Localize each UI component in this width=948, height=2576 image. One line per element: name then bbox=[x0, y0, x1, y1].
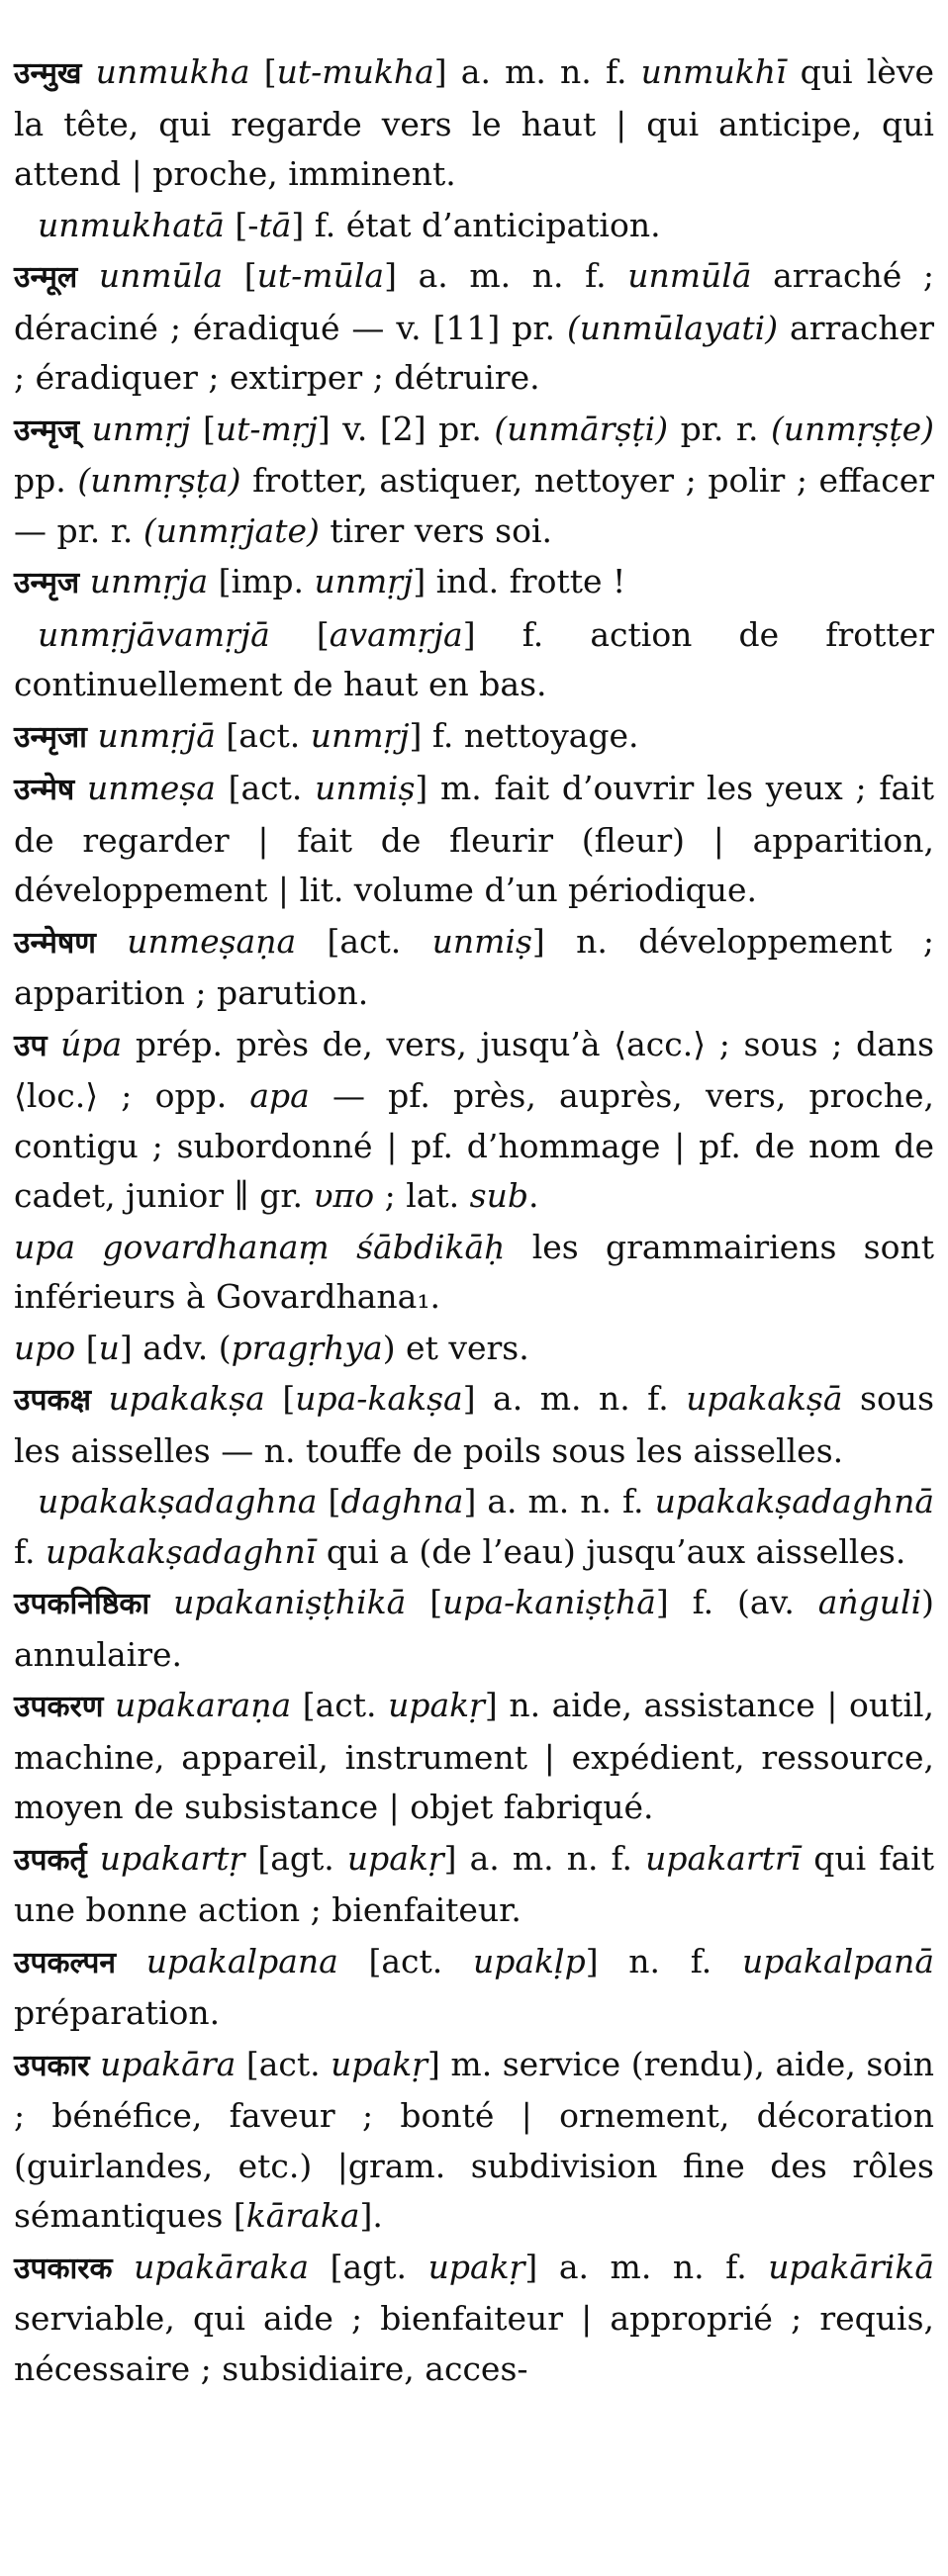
definition-text: ] a. m. n. f. bbox=[433, 52, 641, 91]
definition-text: ] ind. frotte ! bbox=[413, 562, 626, 600]
definition-text: ]. bbox=[359, 2196, 383, 2235]
definition-text: sous les aisselles — n. touffe de poils sous les aisselles. bbox=[14, 1379, 934, 1470]
definition-text: ] v. [2] pr. bbox=[317, 409, 495, 448]
transliteration: upo bbox=[14, 1328, 76, 1367]
definition-text: [ bbox=[317, 1482, 341, 1520]
definition-text: pr. r. bbox=[668, 409, 771, 448]
transliteration: unmeṣaṇa bbox=[127, 921, 297, 961]
transliteration: avamṛja bbox=[329, 614, 463, 654]
definition-text: ) annulaire. bbox=[14, 1583, 934, 1674]
dictionary-entry bbox=[14, 1374, 934, 1476]
definition-text: [ bbox=[75, 1328, 99, 1367]
definition-text bbox=[87, 716, 98, 755]
definition-text bbox=[87, 1839, 100, 1878]
transliteration: (unmṛṣṭa) bbox=[77, 461, 241, 500]
transliteration: upakakṣadaghnā bbox=[654, 1482, 934, 1520]
headword-devanagari: उन्मृज bbox=[14, 566, 80, 600]
transliteration: upakḷp bbox=[473, 1941, 586, 1980]
sub-entry bbox=[14, 201, 934, 251]
definition-text: ] f. nettoyage. bbox=[409, 715, 639, 755]
transliteration: upakalpanā bbox=[741, 1941, 934, 1980]
definition-text bbox=[79, 410, 91, 448]
transliteration: tā bbox=[258, 205, 292, 244]
dictionary-entry bbox=[14, 2243, 934, 2395]
transliteration: upakartṛ bbox=[99, 1838, 245, 1878]
definition-text: serviable, qui aide ; bienfaiteur | approprié ; requis, nécessaire ; subsidiaire, acces- bbox=[14, 2299, 934, 2388]
dictionary-entry bbox=[14, 557, 934, 609]
headword-devanagari: उपकारक bbox=[14, 2251, 113, 2286]
definition-text: ] adv. ( bbox=[119, 1328, 232, 1367]
definition-text bbox=[79, 562, 90, 600]
headword-devanagari: उन्मृजा bbox=[14, 719, 87, 755]
definition-text bbox=[149, 1583, 173, 1621]
transliteration: unmṛjā bbox=[97, 715, 216, 755]
definition-text: ] f. état d’anticipation. bbox=[291, 205, 661, 244]
transliteration: upa-kakṣa bbox=[295, 1379, 463, 1418]
transliteration: unmeṣa bbox=[86, 769, 216, 807]
definition-text: ] m. fait d’ouvrir les yeux ; fait de regarder | fait de fleurir (fleur) | apparition, développement | lit. volume d’un périodique. bbox=[14, 769, 934, 909]
definition-text: préparation. bbox=[14, 1993, 221, 2032]
definition-text: ; lat. bbox=[374, 1176, 470, 1215]
definition-text: qui a (de l’eau) jusqu’aux aisselles. bbox=[316, 1531, 906, 1571]
transliteration: upakakṣa bbox=[108, 1379, 265, 1418]
transliteration: upakṛ bbox=[331, 2044, 427, 2083]
definition-text: [act. bbox=[291, 1686, 389, 1724]
definition-text bbox=[77, 256, 99, 295]
definition-text: ] a. m. n. f. bbox=[384, 256, 628, 295]
definition-text bbox=[90, 2045, 101, 2083]
transliteration: aṅguli bbox=[817, 1583, 922, 1621]
definition-text: [ bbox=[269, 614, 330, 654]
definition-text: ] a. m. n. f. bbox=[524, 2247, 769, 2286]
headword-devanagari: उपकक्ष bbox=[14, 1383, 92, 1418]
transliteration: ut-mūla bbox=[256, 256, 385, 295]
headword-devanagari: उप bbox=[14, 1028, 47, 1063]
definition-text: ] m. service (rendu), aide, soin ; bénéfice, faveur ; bonté | ornement, décoration (guirlandes, etc.) |gram. subdivision fine des rôles sémantiques [ bbox=[14, 2044, 934, 2235]
transliteration: ut-mṛj bbox=[215, 409, 318, 448]
definition-text: [act. bbox=[215, 769, 316, 807]
transliteration: unmiṣ bbox=[431, 921, 532, 961]
dictionary-entry bbox=[14, 764, 934, 916]
definition-text: ] f. action de frotter continuellement de haut en bas. bbox=[14, 614, 934, 703]
transliteration: upakṛ bbox=[427, 2247, 525, 2286]
definition-text: arracher ; éradiquer ; extirper ; détruire. bbox=[14, 308, 934, 397]
transliteration: (unmūlayati) bbox=[566, 308, 779, 347]
dictionary-entry bbox=[14, 251, 934, 404]
transliteration: (unmṛjate) bbox=[142, 510, 320, 550]
definition-text: ] a. m. n. f. bbox=[443, 1838, 646, 1878]
transliteration: upakṛ bbox=[388, 1686, 485, 1724]
definition-text: [imp. bbox=[208, 562, 315, 600]
transliteration: unmṛj bbox=[310, 715, 410, 755]
transliteration: ut-mukha bbox=[276, 52, 434, 91]
transliteration: unmukhatā bbox=[38, 205, 225, 244]
dictionary-entry bbox=[14, 1834, 934, 1936]
transliteration: sub bbox=[469, 1176, 528, 1215]
definition-text bbox=[74, 769, 87, 807]
definition-text bbox=[81, 52, 95, 91]
definition-text: f. bbox=[14, 1531, 47, 1571]
transliteration: upakaraṇa bbox=[115, 1686, 292, 1724]
definition-text: [agt. bbox=[244, 1838, 347, 1878]
headword-devanagari: उपकर्तृ bbox=[14, 1842, 87, 1878]
transliteration: unmṛj bbox=[91, 409, 191, 448]
definition-text: frotter, astiquer, nettoyer ; polir ; effacer — pr. r. bbox=[14, 461, 934, 550]
headword-devanagari: उन्मेषण bbox=[14, 925, 96, 961]
definition-text: [act. bbox=[296, 921, 432, 961]
definition-text: ] a. m. n. f. bbox=[462, 1379, 687, 1418]
headword-devanagari: उन्मृज् bbox=[14, 413, 80, 448]
transliteration: upakāraka bbox=[134, 2247, 310, 2286]
definition-text: . bbox=[528, 1176, 539, 1215]
headword-devanagari: उन्मेष bbox=[14, 773, 75, 807]
definition-text: [ bbox=[223, 256, 257, 295]
definition-text bbox=[91, 1379, 108, 1418]
dictionary-entry bbox=[14, 405, 934, 557]
transliteration: unmiṣ bbox=[315, 769, 416, 807]
transliteration: upakakṣadaghna bbox=[38, 1482, 318, 1520]
dictionary-entry bbox=[14, 1223, 934, 1323]
transliteration: unmṛj bbox=[314, 562, 414, 600]
definition-text: [act. bbox=[236, 2044, 332, 2083]
dictionary-entry bbox=[14, 2040, 934, 2242]
definition-text: tirer vers soi. bbox=[319, 510, 552, 550]
definition-text: ] f. (av. bbox=[655, 1583, 818, 1621]
transliteration: pragṛhya bbox=[231, 1328, 383, 1367]
headword-devanagari: उपकरण bbox=[14, 1690, 104, 1724]
definition-text: arraché ; déraciné ; éradiqué — v. [11] pr. bbox=[14, 256, 934, 347]
transliteration: apa bbox=[249, 1076, 310, 1115]
transliteration: u bbox=[98, 1328, 120, 1367]
transliteration: (unmṛṣṭe) bbox=[770, 409, 934, 448]
definition-text: [ bbox=[406, 1583, 443, 1621]
definition-text: [ bbox=[249, 52, 277, 91]
definition-text: [- bbox=[224, 205, 259, 244]
transliteration: unmṛjāvamṛjā bbox=[38, 614, 270, 654]
definition-text: qui fait une bonne action ; bienfaiteur. bbox=[14, 1838, 934, 1929]
definition-text: [agt. bbox=[309, 2247, 428, 2286]
headword-devanagari: उपकार bbox=[14, 2048, 90, 2083]
definition-text: les grammairiens sont inférieurs à Govardhana₁. bbox=[14, 1227, 934, 1316]
transliteration: upa-kaniṣṭhā bbox=[442, 1583, 656, 1621]
sub-entry bbox=[14, 610, 934, 710]
transliteration: upakalpana bbox=[145, 1941, 338, 1980]
dictionary-entry bbox=[14, 47, 934, 200]
transliteration: upakakṣā bbox=[686, 1379, 843, 1418]
definition-text bbox=[47, 1025, 60, 1063]
dictionary-entry bbox=[14, 1937, 934, 2039]
definition-text: ) et vers. bbox=[382, 1328, 529, 1367]
definition-text: — pf. près, auprès, vers, proche, contigu ; subordonné | pf. d’hommage | pf. de nom de cadet, junior ∥ gr. bbox=[14, 1076, 934, 1215]
headword-devanagari: उपकल्पन bbox=[14, 1945, 117, 1980]
transliteration: unmūlā bbox=[627, 256, 752, 295]
transliteration: unmṛja bbox=[89, 562, 209, 600]
transliteration: unmukhī bbox=[640, 52, 787, 91]
transliteration: upakakṣadaghnī bbox=[46, 1531, 317, 1571]
transliteration: upakāra bbox=[100, 2044, 237, 2083]
transliteration: daghna bbox=[340, 1482, 464, 1520]
transliteration: upakṛ bbox=[346, 1838, 444, 1878]
definition-text: ] n. aide, assistance | outil, machine, appareil, instrument | expédient, ressource, moyen de subsistance | objet fabriqué. bbox=[14, 1686, 934, 1826]
transliteration: upakaniṣṭhikā bbox=[173, 1583, 407, 1621]
definition-text: [ bbox=[190, 409, 216, 448]
definition-text: [ bbox=[264, 1379, 296, 1418]
definition-text: [act. bbox=[337, 1941, 473, 1980]
transliteration: unmukha bbox=[95, 52, 250, 91]
dictionary-entry bbox=[14, 1324, 934, 1374]
transliteration: upa govardhanaṃ śābdikāḥ bbox=[14, 1227, 506, 1266]
definition-text bbox=[96, 922, 127, 961]
definition-text: ] a. m. n. f. bbox=[463, 1482, 655, 1520]
transliteration: unmūla bbox=[98, 256, 224, 295]
dictionary-entry bbox=[14, 1681, 934, 1833]
transliteration: kāraka bbox=[245, 2196, 360, 2235]
definition-text: [act. bbox=[215, 715, 311, 755]
definition-text bbox=[103, 1686, 115, 1724]
definition-text bbox=[116, 1942, 146, 1980]
dictionary-entry bbox=[14, 1578, 934, 1680]
definition-text: pp. bbox=[14, 461, 78, 500]
transliteration: (unmārṣṭi) bbox=[494, 409, 669, 448]
headword-devanagari: उन्मूल bbox=[14, 260, 78, 295]
definition-text: ] n. f. bbox=[585, 1941, 742, 1980]
transliteration: úpa bbox=[60, 1024, 123, 1063]
transliteration: υπο bbox=[313, 1176, 375, 1215]
headword-devanagari: उपकनिष्ठिका bbox=[14, 1587, 150, 1621]
transliteration: upakārikā bbox=[768, 2247, 934, 2286]
dictionary-entry bbox=[14, 711, 934, 764]
definition-text: qui lève la tête, qui regarde vers le haut | qui anticipe, qui attend | proche, imminent. bbox=[14, 52, 934, 193]
definition-text: ] n. développement ; apparition ; parution. bbox=[14, 921, 935, 1012]
headword-devanagari: उन्मुख bbox=[14, 56, 82, 91]
transliteration: upakartrī bbox=[645, 1838, 802, 1878]
dictionary-entry bbox=[14, 917, 934, 1019]
definition-text bbox=[113, 2248, 135, 2286]
sub-entry bbox=[14, 1477, 934, 1577]
dictionary-entry bbox=[14, 1020, 934, 1222]
definition-text: prép. près de, vers, jusqu’à ⟨acc.⟩ ; sous ; dans ⟨loc.⟩ ; opp. bbox=[14, 1024, 934, 1115]
